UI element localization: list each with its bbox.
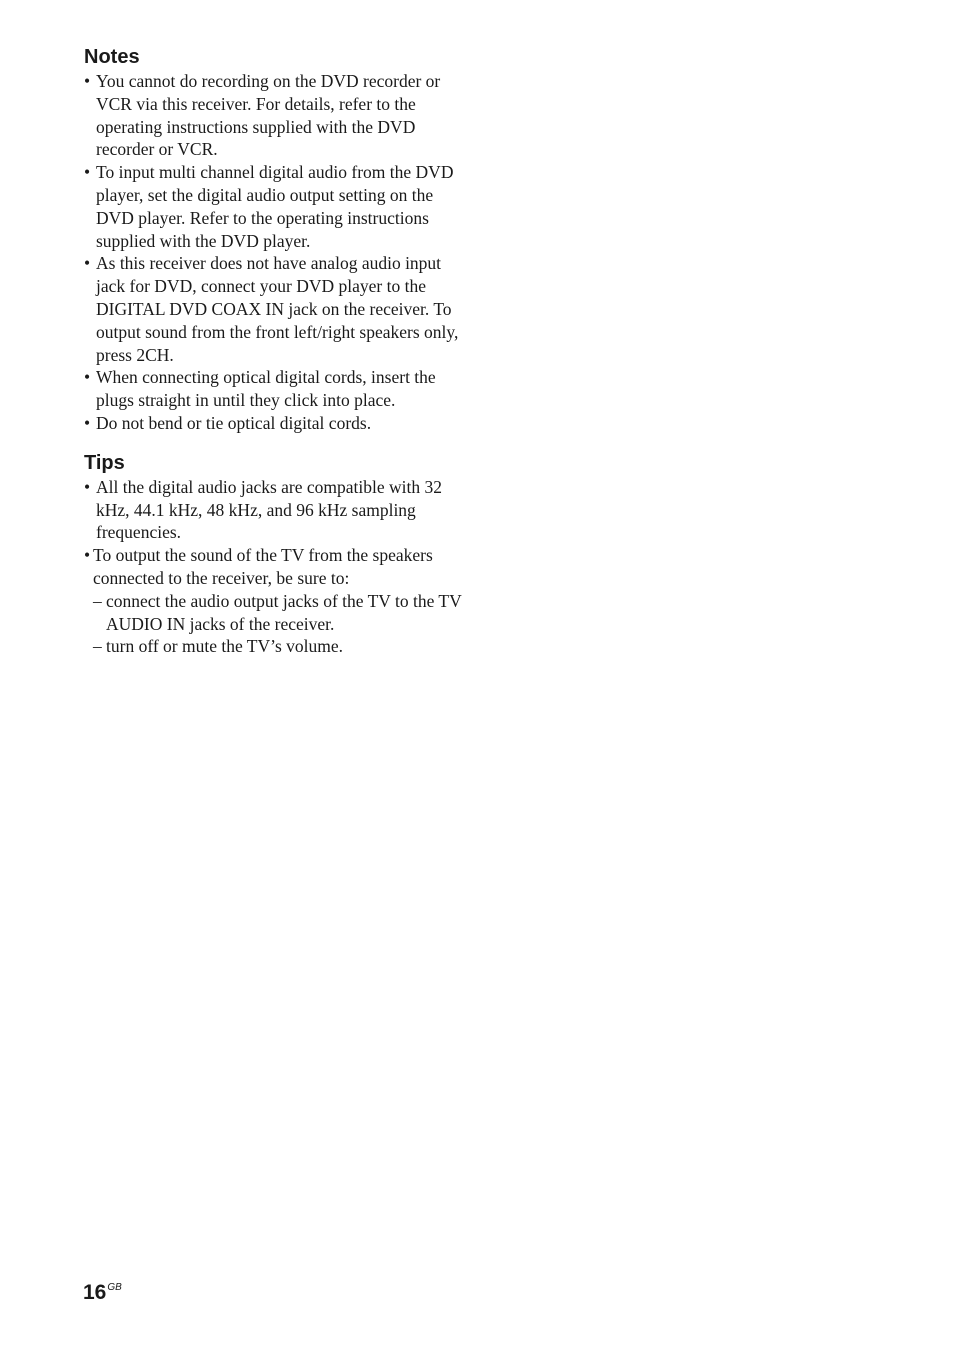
note-text: As this receiver does not have analog audio input jack for DVD, connect your DVD player to the DIGITAL DVD COAX IN jack on the receiver. To output sound from the front left/right speakers only, press 2CH.: [96, 253, 459, 365]
list-item: • All the digital audio jacks are compatible with 32 kHz, 44.1 kHz, 48 kHz, and 96 kHz sampling frequencies.: [84, 476, 443, 543]
list-item: • When connecting optical digital cords, insert the plugs straight in until they click into place.: [84, 367, 436, 411]
list-item: • To input multi channel digital audio from the DVD player, set the digital audio output setting on the DVD player. Refer to the operating instructions supplied with the DVD player.: [84, 162, 454, 251]
subtip-text: connect the audio output jacks of the TV to the TV AUDIO IN jacks of the receiver.: [106, 590, 462, 634]
note-text: You cannot do recording on the DVD recorder or VCR via this receiver. For details, refer to the operating instructions supplied with the DVD recorder or VCR.: [96, 71, 441, 160]
page-suffix: GB: [107, 1282, 122, 1293]
tip-text: To output the sound of the TV from the speakers connected to the receiver, be sure to:: [93, 545, 433, 588]
list-item: • You cannot do recording on the DVD recorder or VCR via this receiver. For details, refer to the operating instructions supplied with the DVD recorder or VCR.: [84, 71, 441, 160]
sub-list-item: – connect the audio output jacks of the TV to the TV AUDIO IN jacks of the receiver.: [93, 590, 462, 634]
note-text: To input multi channel digital audio from the DVD player, set the digital audio output setting on the DVD player. Refer to the operating instructions supplied with the DVD player.: [96, 162, 454, 251]
main-column: [84, 44, 464, 658]
tip-sublist: [93, 590, 464, 658]
tips-list: [84, 476, 464, 658]
tip-text: All the digital audio jacks are compatible with 32 kHz, 44.1 kHz, 48 kHz, and 96 kHz sampling frequencies.: [96, 476, 443, 543]
list-item: • Do not bend or tie optical digital cords.: [84, 412, 372, 433]
note-text: When connecting optical digital cords, insert the plugs straight in until they click into place.: [96, 367, 436, 411]
tips-heading: Tips: [84, 451, 125, 474]
notes-heading: Notes: [84, 46, 140, 68]
list-item: • As this receiver does not have analog audio input jack for DVD, connect your DVD player to the DIGITAL DVD COAX IN jack on the receiver. To output sound from the front left/right speakers only, press 2CH.: [84, 253, 459, 365]
page-number: 16: [83, 1281, 107, 1304]
notes-list: [84, 70, 464, 435]
subtip-text: turn off or mute the TV’s volume.: [106, 636, 344, 657]
list-item: • To output the sound of the TV from the speakers connected to the receiver, be sure to: – connect the audio output jacks of the TV to the TV AUDIO IN jacks of the receiver. – turn off or mute the TV’s volume.: [84, 544, 464, 658]
sub-list-item: – turn off or mute the TV’s volume.: [93, 636, 344, 657]
note-text: Do not bend or tie optical digital cords.: [96, 412, 372, 433]
page-footer: [83, 1280, 122, 1306]
